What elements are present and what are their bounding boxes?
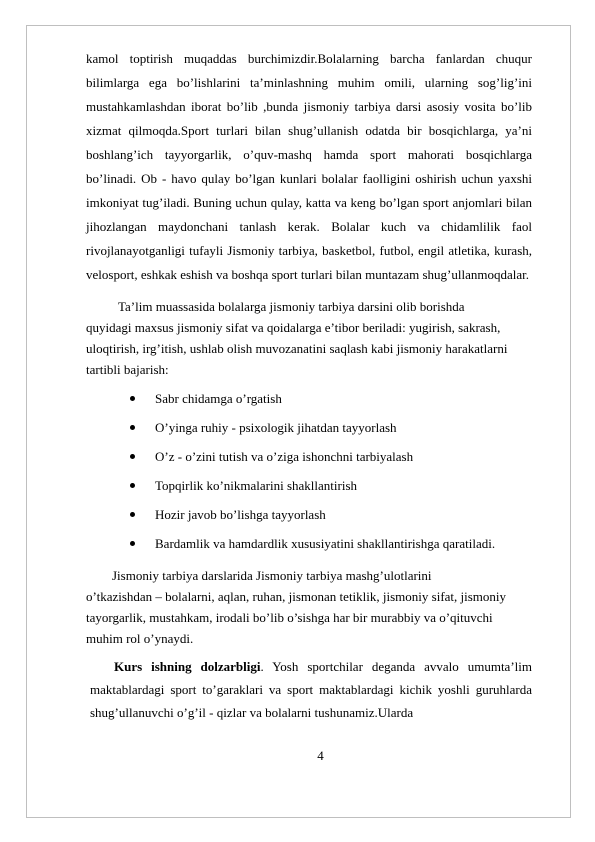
relevance-heading: Kurs ishning dolzarbligi — [114, 659, 261, 674]
paragraph-intro: kamol toptirish muqaddas burchimizdir.Bolalarning barcha fanlardan chuqur bilimlarga ega bo’lishlarini ta’minlashning muhim omili, ularning sog’lig’ini mustahkamlashdan iborat bo’lib ,bunda jismoniy tarbiya darsi asosiy vosita bo’lib xizmat qilmoqda.Sport turlari bilan shug’ullanish odatda bir bosqichlarga, ya’ni boshlang’ich tayyorgarlik, o’quv-mashq hamda sport mahorati bosqichlarga bo’linadi. Ob - havo qulay bo’lgan kunlari bolalar faolligini oshirish uchun yaxshi imkoniyat tug’iladi. Buning uchun qulay, katta va keng bo’lgan sport anjomlari bilan jihozlangan maydonchani tanlash kerak. Bolalar kuch va chidamlilik faol rivojlanayotganligi tufayli Jismoniy tarbiya, basketbol, futbol, engil atletika, kurash, velosport, eshkak eshish va boshqa sport turlari bilan muntazam shug’ullanmoqdalar. — [86, 51, 532, 282]
paragraph-teacher-role-line1: Jismoniy tarbiya darslarida Jismoniy tarbiya mashg’ulotlarini — [112, 568, 432, 583]
bullet-list — [128, 384, 548, 558]
paragraph-relevance — [90, 655, 532, 724]
list-item: O’yinga ruhiy - psixologik jihatdan tayyorlash — [128, 413, 548, 442]
list-item: Sabr chidamga o’rgatish — [128, 384, 548, 413]
list-item: Hozir javob bo’lishga tayyorlash — [128, 500, 548, 529]
page-number: 4 — [317, 748, 324, 763]
list-item: O’z - o’zini tutish va o’ziga ishonchni tarbiyalash — [128, 442, 548, 471]
paragraph-teacher-role-rest: o’tkazishdan – bolalarni, aqlan, ruhan, jismonan tetiklik, jismoniy sifat, jismoniy tayorgarlik, mustahkam, irodali bo’lib o’sishga har bir murabbiy va o’qituvchi muhim rol o’ynaydi. — [86, 589, 507, 646]
paragraph-teacher-role — [86, 565, 532, 649]
relevance-text: . Yosh sportchilar deganda avvalo umumta’lim maktablardagi sport to’garaklari va sport maktablardagi kichik yoshli guruhlarda shug’ullanuvchi o’g’il - qizlar va bolalarni tushunamiz.Ularda — [90, 659, 532, 720]
list-item: Topqirlik ko’nikmalarini shakllantirish — [128, 471, 548, 500]
list-item: Bardamlik va hamdardlik xususiyatini shakllantirishga qaratiladi. — [128, 529, 548, 558]
paragraph-requirements-line1: Ta’lim muassasida bolalarga jismoniy tarbiya darsini olib borishda — [118, 299, 465, 314]
paragraph-requirements-rest: quyidagi maxsus jismoniy sifat va qoidalarga e’tibor beriladi: yugirish, sakrash, uloqtirish, irg’itish, ushlab olish muvozanatini saqlash kabi jismoniy harakatlarni tartibli bajarish: — [86, 320, 508, 377]
paragraph-requirements — [86, 296, 532, 380]
